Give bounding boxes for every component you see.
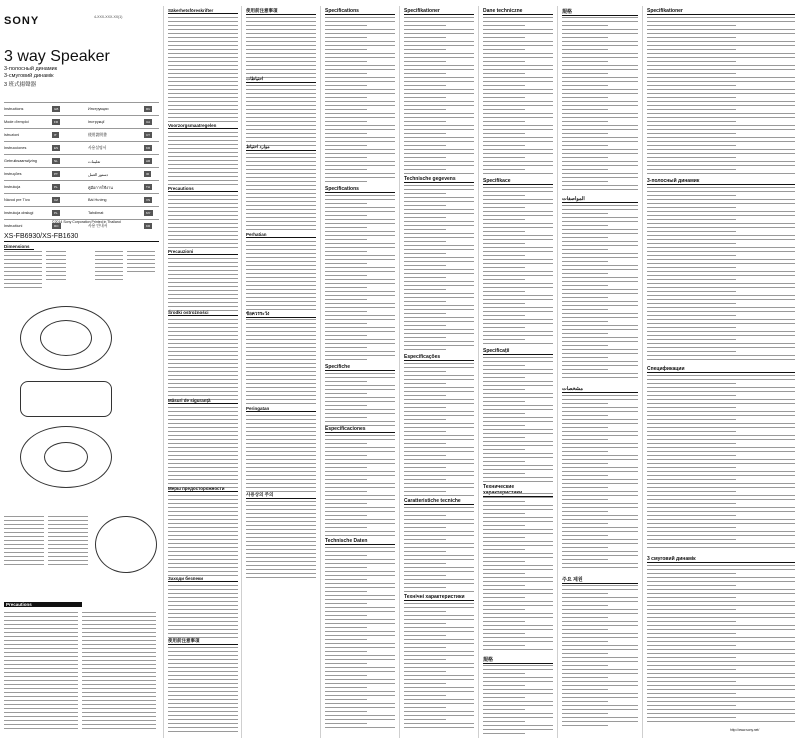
precautions-text xyxy=(4,612,78,732)
column-divider xyxy=(163,6,164,738)
section-text xyxy=(562,395,638,571)
section-text xyxy=(404,603,474,731)
section-text xyxy=(168,585,238,641)
section-text xyxy=(483,493,553,653)
language-left-code: ES xyxy=(54,146,59,150)
language-row xyxy=(4,180,159,194)
cover-column xyxy=(0,6,162,738)
language-left-code: PT xyxy=(54,172,58,176)
section-text xyxy=(168,495,238,579)
language-left: Gebruiksaanwijzing xyxy=(4,159,37,163)
language-right: 사용 안내서 xyxy=(88,224,108,228)
section-text xyxy=(168,195,238,251)
section-text xyxy=(325,547,395,731)
language-right: Инструкции xyxy=(88,107,109,111)
language-row xyxy=(4,115,159,129)
language-left: Instructiuni xyxy=(4,224,23,228)
section-text xyxy=(246,85,316,149)
model-code: 4-XXX-XXX-XX(1) xyxy=(94,15,123,19)
language-row xyxy=(4,141,159,155)
section-text xyxy=(483,665,553,737)
language-right-code: KR xyxy=(146,224,151,228)
section-heading: Меры предосторожности xyxy=(168,486,238,492)
language-left-code: PL xyxy=(54,211,58,215)
section-heading: ข้อควรระวัง xyxy=(246,310,316,318)
section-heading: Środki ostrożności xyxy=(168,310,238,316)
section-text xyxy=(647,17,795,177)
subtitle-ru: 3-полосный динамик xyxy=(4,66,58,72)
section-heading: Specifications xyxy=(325,8,395,15)
section-text xyxy=(404,185,474,353)
language-row xyxy=(4,193,159,207)
speaker-diagram-cone-inner xyxy=(44,442,88,472)
precautions-heading: Precautions xyxy=(4,602,82,607)
section-text xyxy=(404,363,474,499)
section-heading: Voorzorgsmaatregelen xyxy=(168,123,238,129)
section-text xyxy=(325,435,395,539)
language-right: Bài Hướng xyxy=(88,198,107,202)
language-row xyxy=(4,167,159,181)
section-heading: Măsuri de siguranță xyxy=(168,398,238,404)
section-text xyxy=(246,501,316,581)
column-divider xyxy=(320,6,321,738)
language-right-code: MY xyxy=(146,211,151,215)
language-right-code: AR xyxy=(146,159,151,163)
section-heading: Precautions xyxy=(168,186,238,192)
section-text xyxy=(562,17,638,193)
section-text xyxy=(168,132,238,188)
section-text xyxy=(562,585,638,729)
page-title: 3 way Speaker xyxy=(4,48,110,65)
section-heading: Технические xyxy=(483,484,553,497)
column-divider xyxy=(557,6,558,738)
language-left: Instrukcja obsługi xyxy=(4,211,34,215)
section-heading: 주요 제원 xyxy=(562,576,638,584)
section-text xyxy=(325,195,395,363)
section-text xyxy=(562,205,638,381)
subtitle-ct: 3 班式揚聲器 xyxy=(4,82,37,88)
website-url: http://www.sony.net/ xyxy=(730,728,760,732)
section-heading: Specifiche xyxy=(325,364,395,371)
language-right: دستور العمل xyxy=(88,173,108,177)
language-left-code: RO xyxy=(54,224,59,228)
language-left-code: GB xyxy=(54,107,59,111)
section-text xyxy=(246,153,316,233)
section-heading: احتياطات xyxy=(246,76,316,83)
precautions-text-2 xyxy=(82,612,156,732)
language-right: 使用說明書 xyxy=(88,133,107,137)
language-right-code: KR xyxy=(146,146,151,150)
section-heading: Especificações xyxy=(404,354,474,361)
language-right-code: RU xyxy=(146,107,151,111)
speaker-diagram-front-inner xyxy=(40,320,92,356)
section-text xyxy=(246,415,316,495)
specifications-column-5 xyxy=(645,6,797,738)
language-left: Istruzioni xyxy=(4,133,20,137)
precautions-column xyxy=(166,6,240,738)
parts-list-2 xyxy=(48,516,88,568)
language-right-code: UA xyxy=(146,120,151,124)
section-text xyxy=(246,319,316,407)
specifications-column xyxy=(323,6,397,738)
dimensions-labels-2 xyxy=(46,251,66,283)
section-text xyxy=(325,373,395,429)
section-heading: Specificații xyxy=(483,348,553,355)
brand-logo: SONY xyxy=(4,15,40,27)
language-right: 사용설명서 xyxy=(88,146,107,150)
section-text xyxy=(647,565,795,725)
section-text xyxy=(647,375,795,551)
section-heading: Specifications xyxy=(325,186,395,193)
language-right: Інструкції xyxy=(88,120,105,124)
language-left-code: NL xyxy=(54,159,58,163)
section-heading: Specifikace xyxy=(483,178,553,185)
section-text xyxy=(246,17,316,81)
language-row xyxy=(4,206,159,220)
section-text xyxy=(246,241,316,313)
section-heading: Спецификации xyxy=(647,366,795,373)
language-left: Návod pre Tívo xyxy=(4,198,30,202)
section-heading: 使用前注意事項 xyxy=(168,638,238,645)
dimensions-heading: Dimensions xyxy=(4,244,34,250)
section-heading: 使用前注意事項 xyxy=(246,8,316,15)
section-heading: مشخصات xyxy=(562,386,638,393)
section-heading: 3-полосный динамик xyxy=(647,178,795,185)
parts-list xyxy=(4,516,44,568)
dimensions-labels xyxy=(4,251,42,291)
specifications-column-2 xyxy=(402,6,476,738)
section-text xyxy=(483,357,553,485)
section-text xyxy=(483,187,553,347)
model-bar: XS-FB6930/XS-FB1630 xyxy=(4,233,159,242)
section-heading: Specifikationer xyxy=(404,8,474,15)
section-heading: Technische Daten xyxy=(325,538,395,545)
section-heading: 3 смуговий динамік xyxy=(647,556,795,563)
copyright: ©2014 Sony Corporation Printed in Thailand xyxy=(52,220,121,224)
section-heading: Technische gegevens xyxy=(404,176,474,183)
section-text xyxy=(483,17,553,177)
section-heading: Säkerhetsföreskrifter xyxy=(168,8,238,14)
section-heading: Especificaciones xyxy=(325,426,395,433)
mounting-diagram xyxy=(95,516,157,573)
section-heading: Precauzioni xyxy=(168,249,238,255)
section-text xyxy=(647,187,795,363)
section-text xyxy=(168,258,238,314)
column-divider xyxy=(642,6,643,738)
language-row xyxy=(4,128,159,142)
language-right-code: VN xyxy=(146,198,151,202)
section-text xyxy=(168,319,238,403)
section-heading: Perhatian xyxy=(246,232,316,238)
column-divider xyxy=(399,6,400,738)
section-text xyxy=(404,17,474,177)
section-heading: 사용상의 주의 xyxy=(246,492,316,499)
language-left: Instrucciones xyxy=(4,146,27,150)
section-text xyxy=(168,647,238,735)
column-divider xyxy=(241,6,242,738)
section-text xyxy=(168,407,238,491)
section-heading: موارد احتیاط xyxy=(246,144,316,151)
section-heading: المواصفات xyxy=(562,196,638,203)
speaker-diagram-side xyxy=(20,381,112,417)
section-heading: Dane techniczne xyxy=(483,8,553,15)
section-heading: Specifikationer xyxy=(647,8,795,15)
language-right-code: TH xyxy=(146,185,150,189)
language-right-code: IR xyxy=(146,172,149,176)
language-left-code: FR xyxy=(54,120,58,124)
language-left: Mode d'emploi xyxy=(4,120,29,124)
language-row xyxy=(4,154,159,168)
dimensions-specs xyxy=(95,251,123,283)
section-text xyxy=(404,507,474,595)
specifications-column-4 xyxy=(560,6,640,738)
section-heading: 規格 xyxy=(562,8,638,16)
section-text xyxy=(325,17,395,185)
column-divider xyxy=(478,6,479,738)
language-left: Instrukcja xyxy=(4,185,21,189)
specifications-column-3 xyxy=(481,6,555,738)
section-text xyxy=(168,17,238,125)
section-heading: Caratteristiche tecniche xyxy=(404,498,474,505)
precautions-column-2 xyxy=(244,6,318,738)
language-right: คู่มือการใช้งาน xyxy=(88,186,113,190)
section-heading: Технічні характеристики xyxy=(404,594,474,601)
section-heading: 規格 xyxy=(483,656,553,664)
language-left-code: IT xyxy=(54,133,57,137)
language-left-code: PL xyxy=(54,185,58,189)
dimensions-specs-2 xyxy=(127,251,155,275)
language-left: Instruções xyxy=(4,172,22,176)
language-left: Instructions xyxy=(4,107,24,111)
language-right: Tahdimat xyxy=(88,211,104,215)
section-heading: Заходи безпеки xyxy=(168,576,238,582)
language-right: تعليمات xyxy=(88,160,101,164)
language-right-code: CT xyxy=(146,133,150,137)
language-row xyxy=(4,102,159,116)
language-left-code: CZ xyxy=(54,198,58,202)
section-heading: Peringatan xyxy=(246,406,316,412)
subtitle-ua: 3-смуговий динамік xyxy=(4,73,54,79)
